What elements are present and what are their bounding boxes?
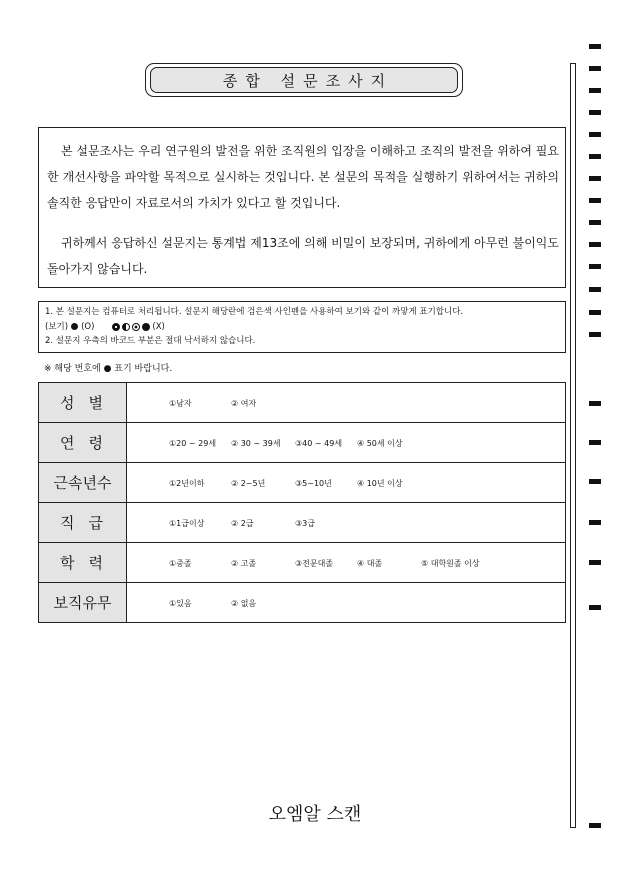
answer-option[interactable]: ④ 50세 이상 <box>357 439 403 448</box>
answer-option[interactable]: ①20 ~ 29세 <box>169 439 217 448</box>
instructions-box <box>38 301 566 353</box>
timing-mark <box>589 66 601 71</box>
timing-mark <box>589 220 601 225</box>
survey-row <box>39 383 566 423</box>
filled-mark-icon <box>142 323 150 331</box>
dot-mark-icon <box>132 323 140 331</box>
timing-mark <box>589 198 601 203</box>
timing-mark <box>589 264 601 269</box>
answer-option[interactable]: ② 여자 <box>231 399 257 408</box>
row-options <box>127 383 566 423</box>
timing-mark <box>589 310 601 315</box>
incorrect-marks <box>112 323 150 331</box>
survey-title: 종합 설문조사지 <box>150 67 458 93</box>
row-label: 보직유무 <box>39 583 127 623</box>
row-label: 학력 <box>39 543 127 583</box>
survey-row <box>39 423 566 463</box>
timing-mark <box>589 132 601 137</box>
answer-option[interactable]: ①중졸 <box>169 559 192 568</box>
marking-example <box>45 320 559 335</box>
timing-mark <box>589 44 601 49</box>
answer-option[interactable]: ② 30 ~ 39세 <box>231 439 281 448</box>
answer-option[interactable]: ③전문대졸 <box>295 559 334 568</box>
half-filled-mark-icon <box>122 323 130 331</box>
survey-table <box>38 382 566 623</box>
answer-option[interactable]: ② 없음 <box>231 599 257 608</box>
intro-paragraph-2: 귀하께서 응답하신 설문지는 통계법 제13조에 의해 비밀이 보장되며, 귀하에게 아무런 불이익도 돌아가지 않습니다. <box>47 236 559 276</box>
answer-option[interactable]: ①1급이상 <box>169 519 205 528</box>
timing-mark <box>589 332 601 337</box>
timing-mark <box>589 176 601 181</box>
survey-row <box>39 503 566 543</box>
row-label: 근속년수 <box>39 463 127 503</box>
answer-option[interactable]: ③5~10년 <box>295 479 332 488</box>
survey-row <box>39 543 566 583</box>
example-prefix: (보기) <box>45 321 69 332</box>
answer-option[interactable]: ①있음 <box>169 599 192 608</box>
barcode-strip <box>570 63 576 828</box>
timing-mark <box>589 401 601 406</box>
row-options <box>127 503 566 543</box>
answer-option[interactable]: ③40 ~ 49세 <box>295 439 343 448</box>
row-label: 직급 <box>39 503 127 543</box>
row-options <box>127 463 566 503</box>
timing-mark <box>589 440 601 445</box>
timing-mark <box>589 88 601 93</box>
timing-mark <box>589 154 601 159</box>
marking-hint: ※ 해당 번호에 ● 표기 바랍니다. <box>44 364 173 374</box>
answer-option[interactable]: ①2년이하 <box>169 479 205 488</box>
incorrect-mark-label: (X) <box>152 321 165 332</box>
survey-row <box>39 583 566 623</box>
answer-option[interactable]: ② 고졸 <box>231 559 257 568</box>
answer-option[interactable]: ④ 10년 이상 <box>357 479 403 488</box>
row-options <box>127 543 566 583</box>
row-options <box>127 423 566 463</box>
timing-mark <box>589 479 601 484</box>
timing-mark <box>589 560 601 565</box>
answer-option[interactable]: ② 2급 <box>231 519 254 528</box>
instruction-1: 1. 본 설문지는 컴퓨터로 처리됩니다. 설문지 해당란에 검은색 사인펜을 사용하여 보기와 같이 까맣게 표기합니다. <box>45 307 464 317</box>
survey-row <box>39 463 566 503</box>
instruction-2: 2. 설문지 우측의 바코드 부분은 절대 낙서하지 않습니다. <box>45 336 256 346</box>
row-label: 성별 <box>39 383 127 423</box>
timing-mark <box>589 520 601 525</box>
footer-text: 오엠알 스캔 <box>268 804 362 825</box>
timing-mark <box>589 110 601 115</box>
correct-mark-label: (O) <box>81 321 95 332</box>
answer-option[interactable]: ⑤ 대학원졸 이상 <box>421 559 480 568</box>
row-label: 연령 <box>39 423 127 463</box>
title-frame <box>145 63 463 97</box>
correct-mark-icon <box>71 323 78 330</box>
timing-mark <box>589 287 601 292</box>
intro-box <box>38 127 566 288</box>
answer-option[interactable]: ①남자 <box>169 399 192 408</box>
check-mark-icon <box>112 323 120 331</box>
answer-option[interactable]: ③3급 <box>295 519 315 528</box>
answer-option[interactable]: ② 2~5년 <box>231 479 266 488</box>
timing-mark <box>589 242 601 247</box>
timing-mark <box>589 605 601 610</box>
answer-option[interactable]: ④ 대졸 <box>357 559 383 568</box>
intro-paragraph-1: 본 설문조사는 우리 연구원의 발전을 위한 조직원의 입장을 이해하고 조직의 발전을 위하여 필요한 개선사항을 파악할 목적으로 실시하는 것입니다. 본 설문의 목적을 실행하기 위하여서는 귀하의 솔직한 응답만이 자료로서의 가치가 있다고 할 것입니다. <box>47 144 559 210</box>
row-options <box>127 583 566 623</box>
